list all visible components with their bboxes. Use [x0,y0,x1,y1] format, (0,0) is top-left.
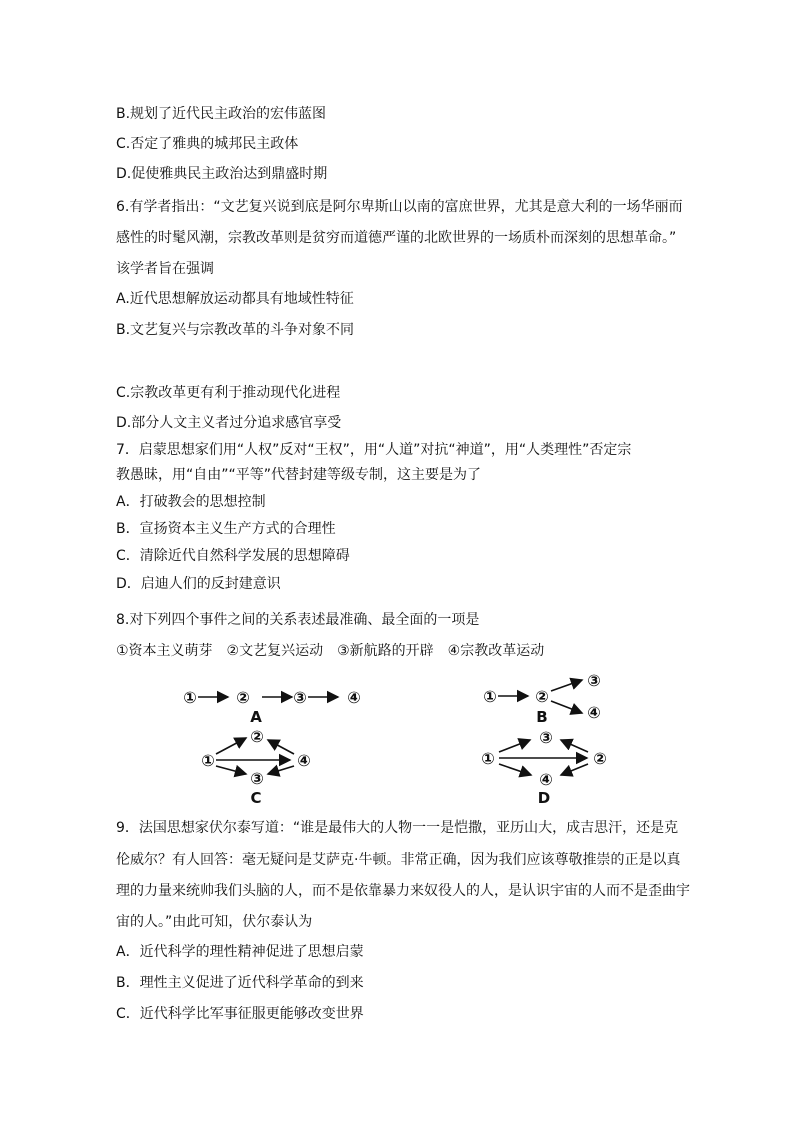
node-b-4: ④ [587,703,601,722]
node-b-2: ② [535,687,549,706]
node-a-3: ③ [293,688,307,707]
q7-stem-line-2: 教愚昧，用“自由”“平等”代替封建等级专制，这主要是为了 [116,467,482,483]
diagram-label-d: D [537,789,551,807]
node-c-1: ① [201,751,215,770]
diagram-label-c: C [250,789,262,807]
arrow-c-1-3 [216,766,246,774]
q7-option-b: B．宣扬资本主义生产方式的合理性 [116,521,336,537]
arrow-d-1-3 [499,740,530,752]
node-a-2: ② [236,688,250,707]
q9-option-a: A．近代科学的理性精神促进了思想启蒙 [116,944,364,960]
q6-stem-line-3: 该学者旨在强调 [116,261,214,277]
q6-option-b: B.文艺复兴与宗教改革的斗争对象不同 [116,322,355,338]
q6-option-a: A.近代思想解放运动都具有地域性特征 [116,291,354,307]
q6-option-c: C.宗教改革更有利于推动现代化进程 [116,385,341,401]
q8-events: ①资本主义萌芽 ②文艺复兴运动 ③新航路的开辟 ④宗教改革运动 [116,643,545,659]
q5-option-b: B.规划了近代民主政治的宏伟蓝图 [116,106,327,122]
q9-option-c: C．近代科学比军事征服更能够改变世界 [116,1006,364,1022]
node-c-4: ④ [297,751,311,770]
node-d-4: ④ [539,770,553,789]
q5-option-d: D.促使雅典民主政治达到鼎盛时期 [116,166,328,182]
node-b-1: ① [483,687,497,706]
q9-stem-line-3: 理的力量来统帅我们头脑的人，而不是依靠暴力来奴役人的人，是认识宇宙的人而不是歪曲宇 [116,883,690,899]
node-a-1: ① [183,688,197,707]
q8-stem: 8.对下列四个事件之间的关系表述最准确、最全面的一项是 [116,612,480,628]
node-d-2: ② [593,749,607,768]
q7-option-a: A．打破教会的思想控制 [116,494,266,510]
arrow-d-2-3 [561,740,588,752]
node-c-3: ③ [250,769,264,788]
q7-option-d: D．启迪人们的反封建意识 [116,576,281,592]
diagram-label-b: B [536,708,548,726]
q9-option-b: B．理性主义促进了近代科学革命的到来 [116,975,364,991]
q9-stem-line-2: 伦威尔？有人回答：毫无疑问是艾萨克·牛顿。非常正确，因为我们应该尊敬推崇的正是以真 [116,852,681,868]
arrow-d-2-4 [561,764,588,775]
node-c-2: ② [250,727,264,746]
q7-option-c: C．清除近代自然科学发展的思想障碍 [116,548,350,564]
q8-diagram-svg [170,672,630,808]
node-b-3: ③ [587,672,601,690]
node-d-3: ③ [539,728,553,747]
arrow-b-2-4 [551,701,582,713]
q8-diagram [170,672,630,808]
q9-stem-line-1: 9．法国思想家伏尔泰写道：“谁是最伟大的人物一一是恺撒，亚历山大，成吉思汗，还是克 [116,820,679,836]
node-a-4: ④ [347,688,361,707]
arrow-c-4-2 [268,740,294,754]
arrow-b-2-3 [551,680,582,691]
arrow-d-1-4 [499,764,531,775]
q6-option-d: D.部分人文主义者过分追求感官享受 [116,415,342,431]
node-d-1: ① [481,749,495,768]
arrow-c-4-3 [268,766,294,774]
q6-stem-line-2: 感性的时髦风潮，宗教改革则是贫穷而道德严谨的北欧世界的一场质朴而深刻的思想革命。” [116,230,677,246]
q5-option-c: C.否定了雅典的城邦民主政体 [116,136,299,152]
q6-stem-line-1: 6.有学者指出：“文艺复兴说到底是阿尔卑斯山以南的富庶世界，尤其是意大利的一场华丽而 [116,199,683,215]
arrow-c-1-2 [216,738,246,754]
q7-stem-line-1: 7．启蒙思想家们用“人权”反对“王权”，用“人道”对抗“神道”，用“人类理性”否定宗 [116,442,632,458]
diagram-label-a: A [250,708,262,726]
q9-stem-line-4: 宙的人。”由此可知，伏尔泰认为 [116,914,313,930]
